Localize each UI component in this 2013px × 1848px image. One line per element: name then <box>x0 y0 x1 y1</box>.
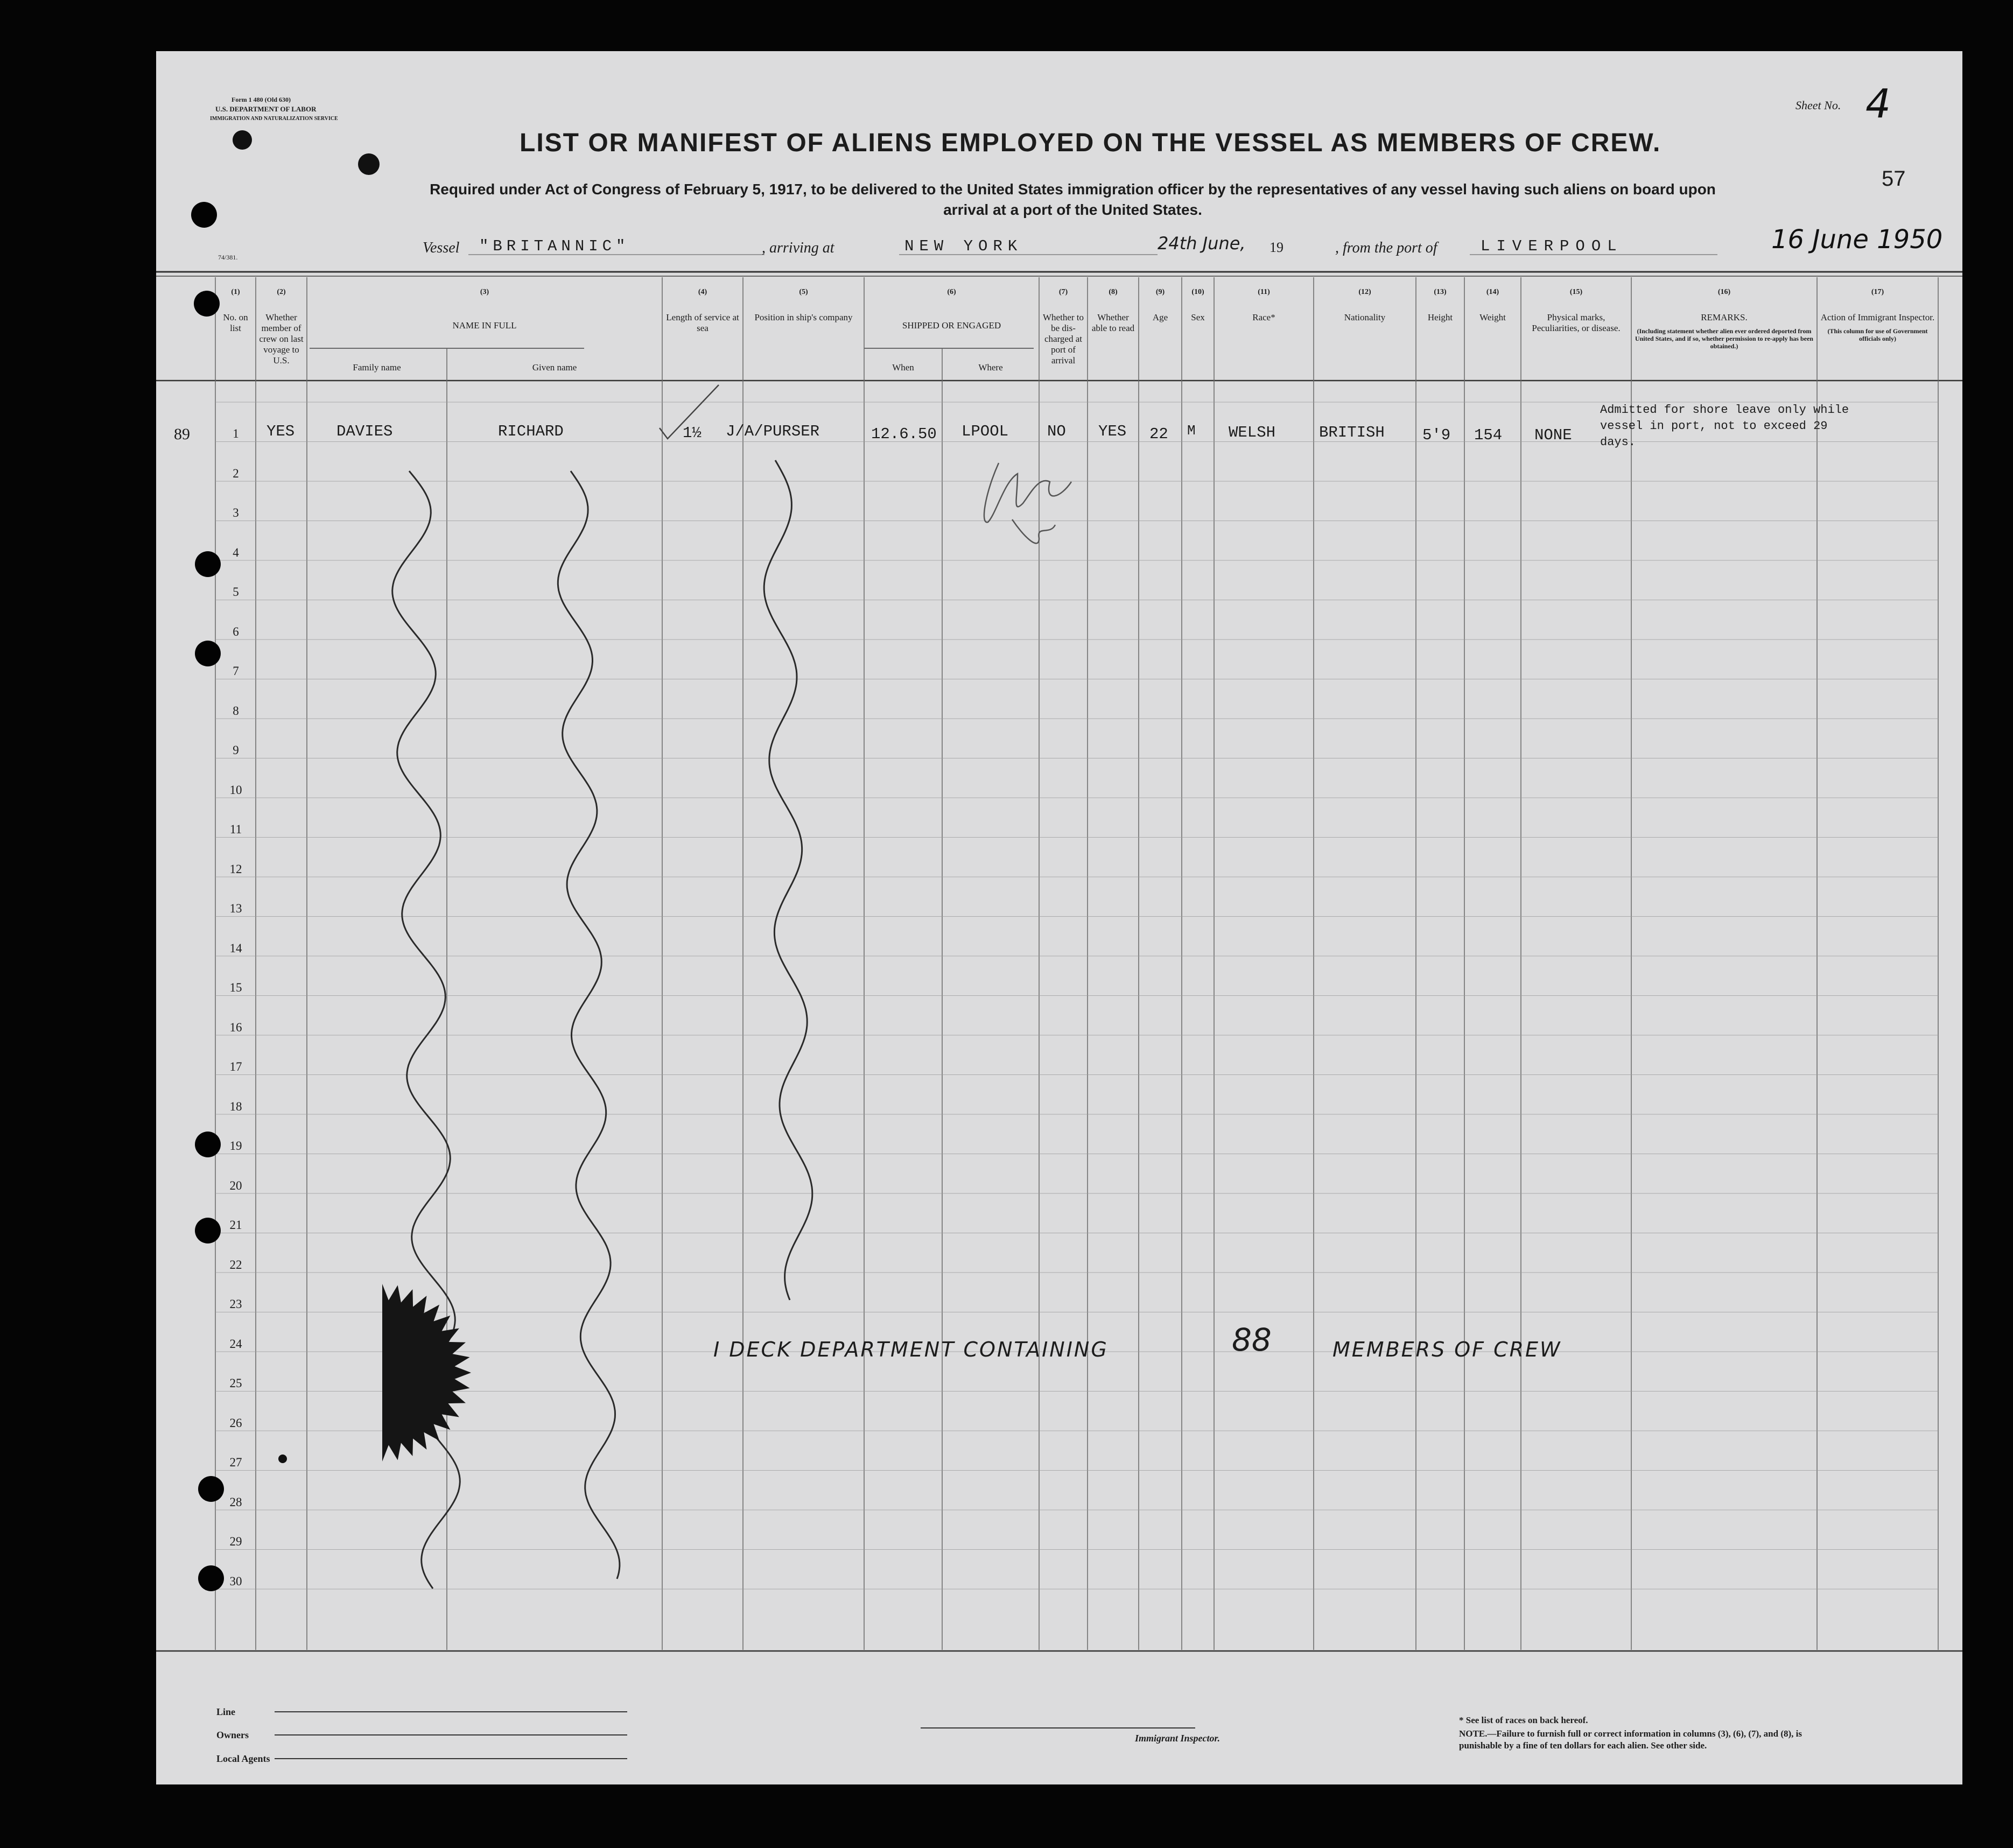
row-number: 29 <box>229 1535 242 1548</box>
row-number: 9 <box>233 743 239 757</box>
column-note: (This column for use of Government officials only) <box>1827 327 1928 342</box>
column-header: Action of Immigrant Inspector. <box>1820 312 1935 322</box>
column-number: (13) <box>1434 288 1447 296</box>
row-number: 23 <box>229 1297 242 1311</box>
row-number: 13 <box>229 902 242 915</box>
row-number: 3 <box>233 506 239 519</box>
age: 22 <box>1149 425 1168 443</box>
row-number: 4 <box>233 545 239 559</box>
column-number: (11) <box>1258 288 1270 296</box>
punch-hole <box>198 1476 224 1502</box>
weight: 154 <box>1474 426 1503 444</box>
agents-label: Local Agents <box>216 1753 270 1764</box>
row-number: 14 <box>229 941 242 955</box>
column-header: Nationality <box>1344 312 1386 322</box>
column-number: (8) <box>1109 288 1118 296</box>
row-number: 30 <box>229 1574 242 1588</box>
summary-suffix: MEMBERS OF CREW <box>1332 1338 1562 1361</box>
departure-port: LIVERPOOL <box>1481 237 1623 255</box>
shipped-when: 12.6.50 <box>871 425 937 443</box>
row-number: 21 <box>229 1218 242 1232</box>
row-number: 12 <box>229 862 242 876</box>
arrival-date: 24th June, <box>1158 233 1246 254</box>
column-subheader: When <box>892 362 914 373</box>
page-title: LIST OR MANIFEST OF ALIENS EMPLOYED ON THE VESSEL AS MEMBERS OF CREW. <box>520 129 1661 157</box>
column-number: (17) <box>1871 288 1884 296</box>
column-subheader: Given name <box>532 362 577 373</box>
column-header: NAME IN FULL <box>452 320 517 331</box>
column-note: (Including statement whether alien ever ordered deported from United States, and if so, whether permission to re-apply has been obtained.) <box>1635 327 1813 350</box>
column-header: Whether member of crew on last voyage to U.S. <box>259 312 304 366</box>
column-header: Race* <box>1252 312 1275 322</box>
punch-hole <box>194 291 220 317</box>
race: WELSH <box>1229 424 1276 441</box>
row-number: 27 <box>229 1456 242 1469</box>
row-number: 1 <box>233 427 239 440</box>
from-port-label: , from the port of <box>1335 240 1437 256</box>
punch-hole <box>195 1132 221 1157</box>
column-header: Length of service at sea <box>666 312 739 333</box>
service-length: 1½ <box>683 424 702 442</box>
sheet-number: 4 <box>1865 81 1891 127</box>
sheet-label: Sheet No. <box>1795 99 1841 112</box>
embossed-seal <box>382 1284 471 1461</box>
row-number: 26 <box>229 1416 242 1430</box>
height: 5'9 <box>1422 426 1451 444</box>
column-header: Position in ship's company <box>754 312 853 322</box>
sex: M <box>1187 423 1196 439</box>
column-subheader: Where <box>978 362 1003 373</box>
discharged: NO <box>1047 423 1066 440</box>
column-number: (9) <box>1155 288 1165 296</box>
column-number: (2) <box>277 288 286 296</box>
column-number: (7) <box>1058 288 1068 296</box>
shipped-where: LPOOL <box>962 423 1009 440</box>
row-number: 11 <box>229 823 242 836</box>
vessel-name: "BRITANNIC" <box>479 237 630 255</box>
column-number: (4) <box>698 288 707 296</box>
column-header: Height <box>1427 312 1453 322</box>
year-label: 19 <box>1269 240 1283 255</box>
crew-count: 88 <box>1232 1322 1272 1358</box>
punch-hole <box>191 202 217 228</box>
inspector-label: Immigrant Inspector. <box>1135 1733 1221 1744</box>
row-number: 15 <box>229 981 242 994</box>
row-number: 2 <box>233 466 239 480</box>
family-name: DAVIES <box>336 423 393 440</box>
owners-label: Owners <box>216 1730 249 1740</box>
strike-wave-given-name <box>558 471 620 1579</box>
row-number: 16 <box>229 1020 242 1034</box>
vessel-label: Vessel <box>423 240 460 256</box>
row-number: 22 <box>229 1257 242 1271</box>
row-number: 8 <box>233 704 239 718</box>
able-to-read: YES <box>1098 423 1127 440</box>
column-number: (10) <box>1191 288 1204 296</box>
form-number: Form 1 480 (Old 630) <box>232 96 291 103</box>
column-number: (5) <box>799 288 808 296</box>
column-header: Physical marks, Peculiarities, or disease. <box>1532 312 1621 333</box>
row-number: 25 <box>229 1376 242 1390</box>
form-code: 74/381. <box>218 254 238 261</box>
summary-prefix: I DECK DEPARTMENT CONTAINING <box>713 1338 1109 1361</box>
column-header: Whether able to read <box>1091 312 1135 333</box>
column-header: Weight <box>1479 312 1506 322</box>
column-header: Whether to be dis-charged at port of arrival <box>1043 312 1084 366</box>
ink-smudge <box>278 1454 287 1463</box>
row-number: 19 <box>229 1139 242 1153</box>
column-number: (16) <box>1717 288 1731 296</box>
column-number: (12) <box>1358 288 1371 296</box>
punch-hole <box>195 551 221 577</box>
row-number: 10 <box>229 783 242 797</box>
column-header: REMARKS. <box>1701 312 1748 322</box>
physical-marks: NONE <box>1534 426 1572 444</box>
previous-voyage: YES <box>266 423 295 440</box>
row-number: 7 <box>233 664 239 678</box>
given-name: RICHARD <box>498 423 564 440</box>
page-number: 57 <box>1882 167 1906 191</box>
ink-smudge <box>233 130 252 150</box>
inspector-initials-signature <box>984 463 1071 543</box>
column-header: Age <box>1152 312 1168 322</box>
departure-date: 16 June 1950 <box>1771 224 1943 255</box>
arrival-port: NEW YORK <box>904 237 1023 255</box>
arriving-label: , arriving at <box>762 240 834 256</box>
nationality: BRITISH <box>1319 424 1385 441</box>
column-subheader: Family name <box>353 362 401 373</box>
remarks: Admitted for shore leave only while vessel in port, not to exceed 29 days. <box>1600 403 1849 449</box>
punch-hole <box>198 1565 224 1591</box>
column-header: No. on list <box>223 312 248 333</box>
column-header: SHIPPED OR ENGAGED <box>902 320 1001 331</box>
races-note: * See list of races on back hereof. <box>1459 1715 1588 1725</box>
ink-smudge <box>358 153 380 175</box>
row-number: 18 <box>229 1099 242 1113</box>
position: J/A/PURSER <box>726 423 820 440</box>
row-number: 5 <box>233 585 239 599</box>
row-number: 17 <box>229 1060 242 1073</box>
table-grid <box>156 51 1962 1784</box>
strike-wave-position <box>764 460 812 1300</box>
penalty-note: NOTE.—Failure to furnish full or correct information in columns (3), (6), (7), and (8), is punishable by a fine of ten dollars for each alien. See other side. <box>1459 1728 1802 1751</box>
column-number: (14) <box>1486 288 1499 296</box>
manifest-sheet <box>156 51 1962 1784</box>
punch-hole <box>195 641 221 666</box>
column-number: (3) <box>480 288 489 296</box>
row-number: 20 <box>229 1178 242 1192</box>
punch-hole <box>195 1218 221 1243</box>
department-label: U.S. DEPARTMENT OF LABOR <box>215 105 317 113</box>
row-number: 6 <box>233 624 239 638</box>
row-number: 28 <box>229 1495 242 1509</box>
row-number: 24 <box>229 1337 242 1351</box>
service-label: IMMIGRATION AND NATURALIZATION SERVICE <box>210 116 338 122</box>
column-number: (6) <box>947 288 956 296</box>
line-label: Line <box>216 1706 236 1717</box>
page-subtitle: Required under Act of Congress of February 5, 1917, to be delivered to the United States immigration officer by the representatives of any vessel having such aliens on board upon arrival at a port of the United States. <box>430 181 1716 218</box>
margin-number: 89 <box>174 425 190 443</box>
column-number: (15) <box>1569 288 1583 296</box>
column-header: Sex <box>1191 312 1205 322</box>
column-number: (1) <box>231 288 240 296</box>
